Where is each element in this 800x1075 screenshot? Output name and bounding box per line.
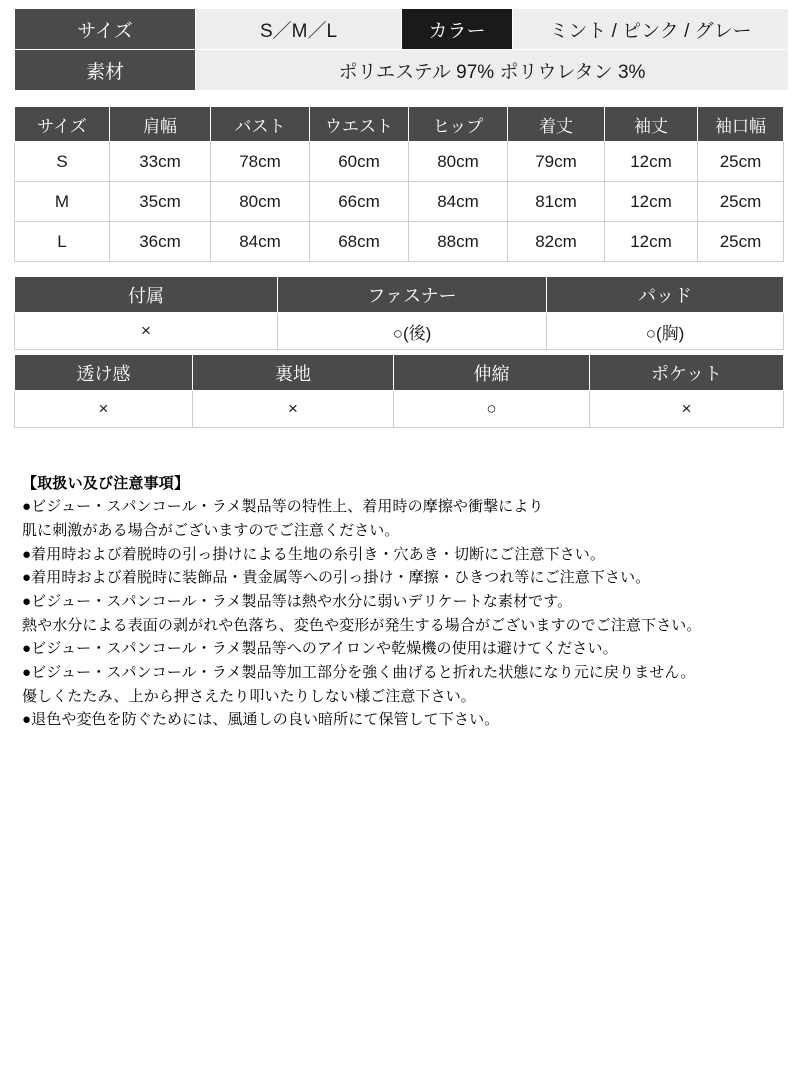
size-chart-head bbox=[15, 107, 784, 142]
size-cell: 33cm bbox=[110, 142, 211, 182]
care-instructions-line: 熱や水分による表面の剥がれや色落ち、変色や変形が発生する場合がございますのでご注意下さい。 bbox=[22, 616, 702, 634]
size-chart-header-row bbox=[15, 107, 784, 142]
size-col-header-bust: バスト bbox=[211, 107, 310, 142]
spec-value-size: S／M／L bbox=[196, 9, 402, 50]
size-cell: 25cm bbox=[698, 182, 784, 222]
size-cell: S bbox=[15, 142, 110, 182]
care-instructions-line: ●ビジュー・スパンコール・ラメ製品等は熱や水分に弱いデリケートな素材です。 bbox=[22, 593, 573, 610]
spec-row-material bbox=[15, 50, 789, 91]
features-primary-header-row bbox=[15, 277, 784, 313]
care-instructions-line: ●着用時および着脱時に装飾品・貴金属等への引っ掛け・摩擦・ひきつれ等にご注意下さい。 bbox=[22, 569, 651, 587]
care-instructions-line: ●着用時および着脱時の引っ掛けによる生地の糸引き・穴あき・切断にご注意下さい。 bbox=[22, 545, 605, 563]
table-row bbox=[15, 142, 784, 182]
size-cell: 35cm bbox=[110, 182, 211, 222]
size-cell: 81cm bbox=[508, 182, 605, 222]
feature-header-lining: 裏地 bbox=[193, 355, 394, 391]
product-spec-page bbox=[0, 8, 800, 732]
features-secondary-body bbox=[15, 391, 784, 428]
feature-value-accessory: × bbox=[15, 313, 278, 350]
feature-header-sheerness: 透け感 bbox=[15, 355, 193, 391]
features-primary-body bbox=[15, 313, 784, 350]
size-col-header-cuff: 袖口幅 bbox=[698, 107, 784, 142]
size-col-header-hip: ヒップ bbox=[409, 107, 508, 142]
size-chart-table bbox=[14, 106, 784, 262]
size-col-header-length: 着丈 bbox=[508, 107, 605, 142]
spec-label-size: サイズ bbox=[15, 9, 196, 50]
size-col-header-waist: ウエスト bbox=[310, 107, 409, 142]
features-table-secondary bbox=[14, 354, 784, 428]
care-instructions-line: ●ビジュー・スパンコール・ラメ製品等へのアイロンや乾燥機の使用は避けてください。 bbox=[22, 640, 618, 658]
size-cell: 36cm bbox=[110, 222, 211, 262]
size-cell: 66cm bbox=[310, 182, 409, 222]
feature-header-pocket: ポケット bbox=[590, 355, 784, 391]
feature-value-sheerness: × bbox=[15, 391, 193, 428]
size-cell: 84cm bbox=[409, 182, 508, 222]
size-cell: 79cm bbox=[508, 142, 605, 182]
feature-value-pad: ○(胸) bbox=[547, 313, 784, 350]
size-cell: 68cm bbox=[310, 222, 409, 262]
size-cell: 88cm bbox=[409, 222, 508, 262]
care-instructions-line: ●ビジュー・スパンコール・ラメ製品等加工部分を強く曲げると折れた状態になり元に戻りません。 bbox=[22, 664, 696, 682]
size-cell: 25cm bbox=[698, 222, 784, 262]
spec-value-color: ミント / ピンク / グレー bbox=[513, 9, 789, 50]
size-cell: 12cm bbox=[605, 222, 698, 262]
features-primary-head bbox=[15, 277, 784, 313]
spec-table-body bbox=[15, 9, 789, 91]
feature-value-lining: × bbox=[193, 391, 394, 428]
size-cell: 60cm bbox=[310, 142, 409, 182]
care-instructions bbox=[22, 472, 782, 732]
care-instructions-line: 優しくたたみ、上から押さえたり叩いたりしない様ご注意下さい。 bbox=[22, 687, 476, 705]
size-cell: 82cm bbox=[508, 222, 605, 262]
features-table-primary bbox=[14, 276, 784, 350]
features-secondary-head bbox=[15, 355, 784, 391]
size-cell: 80cm bbox=[409, 142, 508, 182]
size-cell: 12cm bbox=[605, 142, 698, 182]
care-instructions-line: 肌に刺激がある場合がございますのでご注意ください。 bbox=[22, 521, 400, 539]
feature-value-zipper: ○(後) bbox=[278, 313, 547, 350]
table-row bbox=[15, 313, 784, 350]
size-cell: 84cm bbox=[211, 222, 310, 262]
table-row bbox=[15, 182, 784, 222]
size-col-header-size: サイズ bbox=[15, 107, 110, 142]
care-instructions-line: ●ビジュー・スパンコール・ラメ製品等の特性上、着用時の摩擦や衝撃により bbox=[22, 498, 544, 516]
table-row bbox=[15, 222, 784, 262]
feature-header-accessory: 付属 bbox=[15, 277, 278, 313]
feature-value-pocket: × bbox=[590, 391, 784, 428]
feature-header-zipper: ファスナー bbox=[278, 277, 547, 313]
care-instructions-line: ●退色や変色を防ぐためには、風通しの良い暗所にて保管して下さい。 bbox=[22, 711, 500, 729]
feature-header-stretch: 伸縮 bbox=[394, 355, 590, 391]
feature-value-stretch: ○ bbox=[394, 391, 590, 428]
size-col-header-shoulder: 肩幅 bbox=[110, 107, 211, 142]
size-col-header-sleeve: 袖丈 bbox=[605, 107, 698, 142]
size-cell: 12cm bbox=[605, 182, 698, 222]
size-cell: 80cm bbox=[211, 182, 310, 222]
feature-header-pad: パッド bbox=[547, 277, 784, 313]
spec-row-size-color bbox=[15, 9, 789, 50]
features-secondary-header-row bbox=[15, 355, 784, 391]
spec-table bbox=[14, 8, 789, 91]
spec-value-material: ポリエステル 97% ポリウレタン 3% bbox=[196, 50, 789, 91]
size-cell: M bbox=[15, 182, 110, 222]
size-cell: 78cm bbox=[211, 142, 310, 182]
size-chart-body bbox=[15, 142, 784, 262]
size-cell: L bbox=[15, 222, 110, 262]
size-cell: 25cm bbox=[698, 142, 784, 182]
care-instructions-title: 【取扱い及び注意事項】 bbox=[22, 475, 190, 492]
spec-label-material: 素材 bbox=[15, 50, 196, 91]
spec-label-color: カラー bbox=[402, 9, 513, 50]
table-row bbox=[15, 391, 784, 428]
